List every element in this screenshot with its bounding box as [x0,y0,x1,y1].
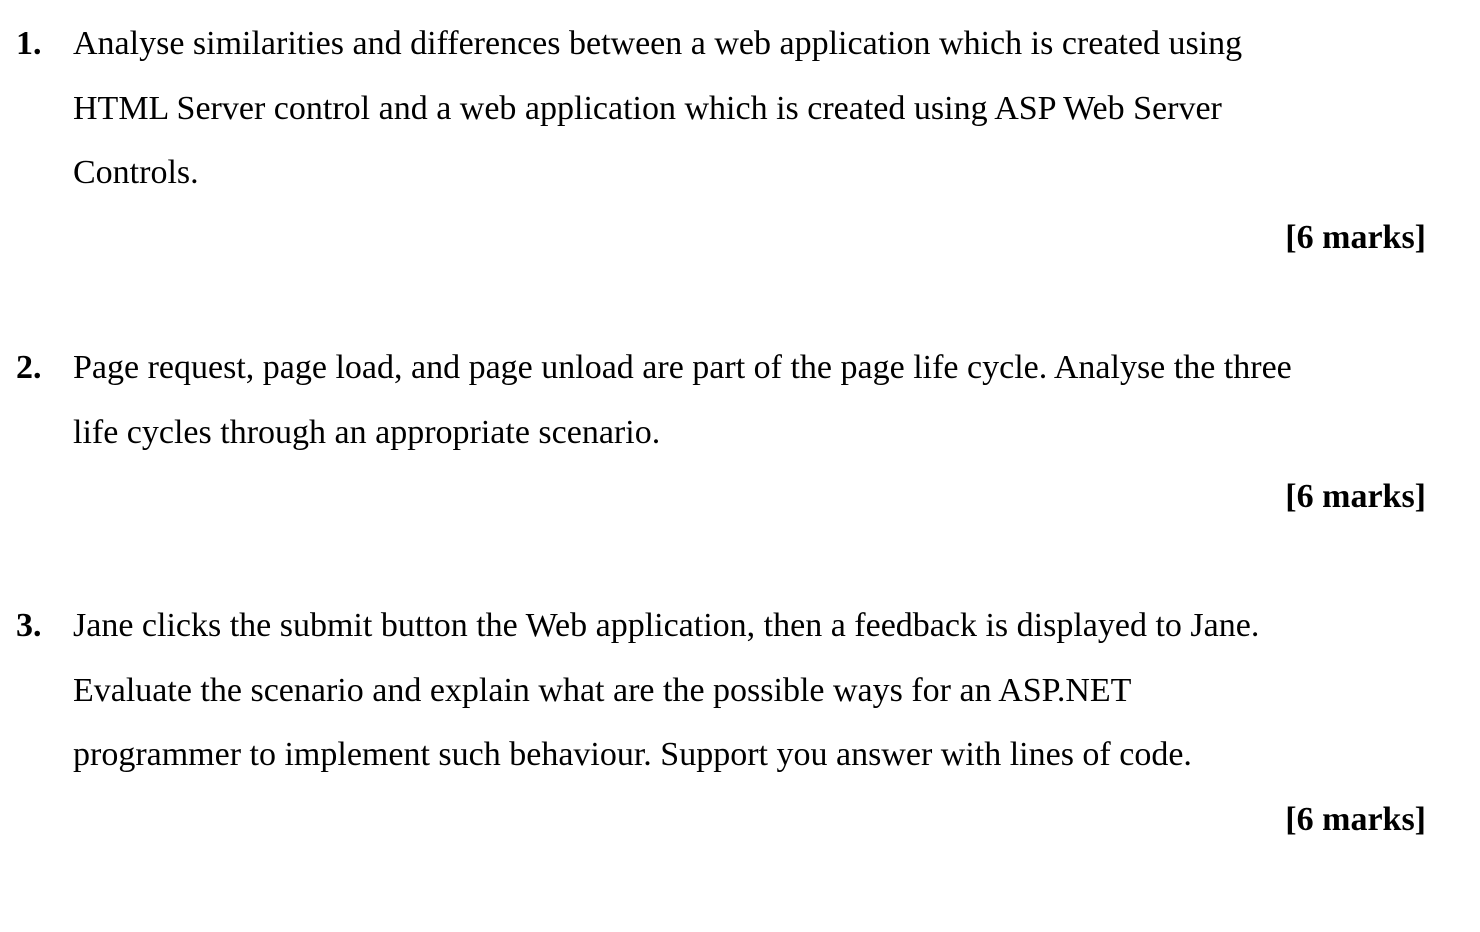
question-marks: [6 marks] [1285,218,1426,256]
question-text-line: Jane clicks the submit button the Web application, then a feedback is displayed to Jane. [73,607,1260,644]
question-text-line: life cycles through an appropriate scenario. [73,413,661,451]
question-number: 1. [16,25,42,62]
question-text-line: Evaluate the scenario and explain what are the possible ways for an ASP.NET [73,671,1132,709]
question-marks: [6 marks] [1285,478,1426,515]
question-text-line: Page request, page load, and page unload are part of the page life cycle. Analyse the three [73,349,1292,386]
question-text [73,336,1426,465]
question-number: 2. [16,349,42,386]
question-text-line: HTML Server control and a web application which is created using ASP Web Server [73,89,1222,127]
question-text-line: programmer to implement such behaviour. Support you answer with lines of code. [73,736,1192,773]
question-2 [16,336,1426,530]
question-text [73,12,1426,206]
question-3 [16,594,1426,852]
question-marks: [6 marks] [1285,800,1426,838]
question-1 [16,12,1426,270]
question-number: 3. [16,607,42,644]
question-text-line: Analyse similarities and differences between a web application which is created using [73,25,1243,62]
question-text-line: Controls. [73,154,199,191]
question-text [73,594,1426,788]
